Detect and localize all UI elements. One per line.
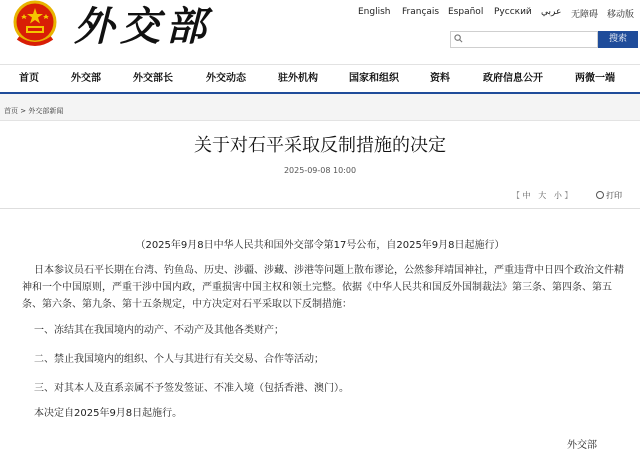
article-paragraph-2: 一、冻结其在我国境内的动产、不动产及其他各类财产； — [34, 325, 284, 336]
breadcrumb[interactable]: 首页 > 外交部新闻 — [4, 107, 64, 115]
article-paragraph-5: 本决定自2025年9月8日起施行。 — [34, 408, 183, 419]
article-signature: 外交部 — [567, 440, 597, 451]
mobile-version-link[interactable]: 移动版 — [607, 10, 635, 20]
nav-item-social[interactable]: 两微一端 — [575, 73, 615, 84]
font-size-controls: 【 中 大 小 】 — [512, 191, 573, 200]
nav-item-minister[interactable]: 外交部长 — [133, 73, 173, 84]
article-date: 2025-09-08 10:00 — [283, 166, 357, 175]
lang-russian-link[interactable]: Русский — [494, 7, 532, 17]
search-input[interactable] — [450, 31, 598, 48]
lang-spanish-link[interactable]: Español — [448, 7, 484, 17]
article-paragraph-3: 二、禁止我国境内的组织、个人与其进行有关交易、合作等活动； — [34, 354, 324, 365]
divider — [0, 208, 640, 209]
nav-item-ministry[interactable]: 外交部 — [71, 73, 101, 84]
nav-item-home[interactable]: 首页 — [19, 73, 39, 84]
search-button[interactable]: 搜索 — [598, 31, 638, 48]
article-paragraph-4: 三、对其本人及直系亲属不予签发签证、不准入境（包括香港、澳门）。 — [34, 383, 349, 394]
search-icon — [454, 34, 463, 43]
nav-item-resources[interactable]: 资料 — [430, 73, 450, 84]
site-header — [0, 0, 640, 64]
lang-arabic-link[interactable]: عربي — [541, 7, 562, 17]
lang-english-link[interactable]: English — [358, 7, 391, 17]
nav-item-diplomatic-news[interactable]: 外交动态 — [206, 73, 246, 84]
national-emblem-icon[interactable] — [12, 0, 58, 50]
nav-item-gov-info[interactable]: 政府信息公开 — [483, 73, 543, 84]
accessibility-link[interactable]: 无障碍 — [571, 10, 599, 20]
nav-item-countries[interactable]: 国家和组织 — [349, 73, 399, 84]
nav-item-missions[interactable]: 驻外机构 — [278, 73, 318, 84]
font-medium-button[interactable]: 中 — [522, 191, 531, 200]
article-subtitle: （2025年9月8日中华人民共和国外交部令第17号公布，自2025年9月8日起施行） — [135, 240, 505, 251]
lang-french-link[interactable]: Français — [402, 7, 440, 17]
font-large-button[interactable]: 大 — [538, 191, 547, 200]
print-button[interactable] — [596, 190, 622, 201]
main-nav — [0, 64, 640, 94]
print-icon — [596, 191, 604, 199]
print-label: 打印 — [606, 191, 622, 200]
breadcrumb-bar — [0, 94, 640, 121]
site-logo-calligraphy[interactable]: 外交部 — [74, 3, 212, 50]
article-title: 关于对石平采取反制措施的决定 — [194, 135, 446, 156]
article-paragraph-1: 日本参议员石平长期在台湾、钓鱼岛、历史、涉疆、涉藏、涉港等问题上散布谬论，公然参拜靖国神社，严重违背中日四个政治文件精神和一个中国原则，严重干涉中国内政，严重损害中国主权和领土完整。依据《中华人民共和国反外国制裁法》第三条、第四条、第五条、第六条、第九条、第十五条规定，中方决定对石平采取以下反制措施： — [22, 265, 624, 310]
font-small-button[interactable]: 小 — [553, 191, 562, 200]
